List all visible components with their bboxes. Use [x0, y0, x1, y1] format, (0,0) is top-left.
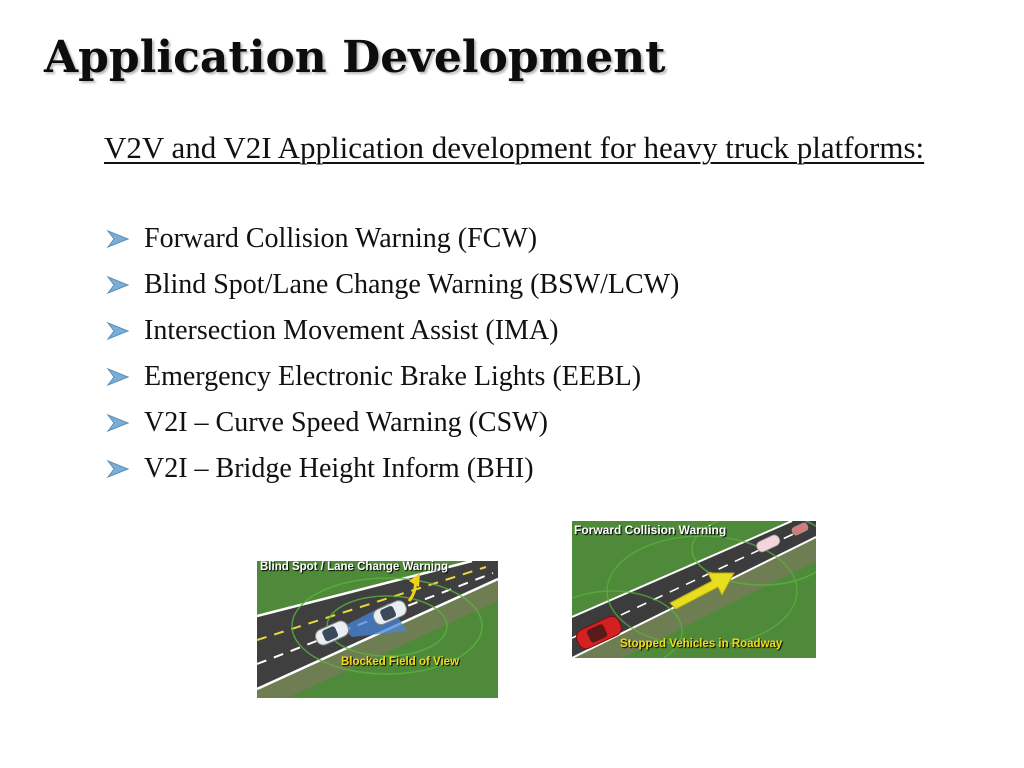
- bullet-list: [106, 216, 679, 492]
- blind-spot-label: Blocked Field of View: [341, 656, 460, 668]
- blind-spot-illustration: [257, 561, 498, 698]
- bullet-text: Blind Spot/Lane Change Warning (BSW/LCW): [144, 269, 680, 300]
- bullet-item: [106, 216, 679, 262]
- slide-subtitle: V2V and V2I Application development for heavy truck platforms:: [104, 130, 925, 165]
- arrow-bullet-icon: [106, 275, 130, 295]
- arrow-bullet-icon: [106, 229, 130, 249]
- forward-collision-label: Stopped Vehicles in Roadway: [620, 638, 783, 650]
- forward-collision-caption: Forward Collision Warning: [574, 523, 727, 537]
- arrow-bullet-icon: [106, 367, 130, 387]
- blind-spot-figure: [257, 561, 498, 698]
- bullet-text: Intersection Movement Assist (IMA): [144, 315, 559, 346]
- bullet-text: Emergency Electronic Brake Lights (EEBL): [144, 361, 642, 392]
- bullet-item: [106, 262, 679, 308]
- bullet-item: [106, 308, 679, 354]
- bullet-item: [106, 400, 679, 446]
- arrow-bullet-icon: [106, 321, 130, 341]
- arrow-bullet-icon: [106, 413, 130, 433]
- slide-title: Application Development: [44, 32, 666, 83]
- bullet-item: [106, 446, 679, 492]
- forward-collision-figure: [572, 521, 816, 658]
- bullet-item: [106, 354, 679, 400]
- bullet-text: V2I – Curve Speed Warning (CSW): [144, 407, 548, 438]
- arrow-bullet-icon: [106, 459, 130, 479]
- blind-spot-caption: Blind Spot / Lane Change Warning: [260, 561, 449, 573]
- bullet-text: V2I – Bridge Height Inform (BHI): [144, 453, 534, 484]
- bullet-text: Forward Collision Warning (FCW): [144, 223, 538, 254]
